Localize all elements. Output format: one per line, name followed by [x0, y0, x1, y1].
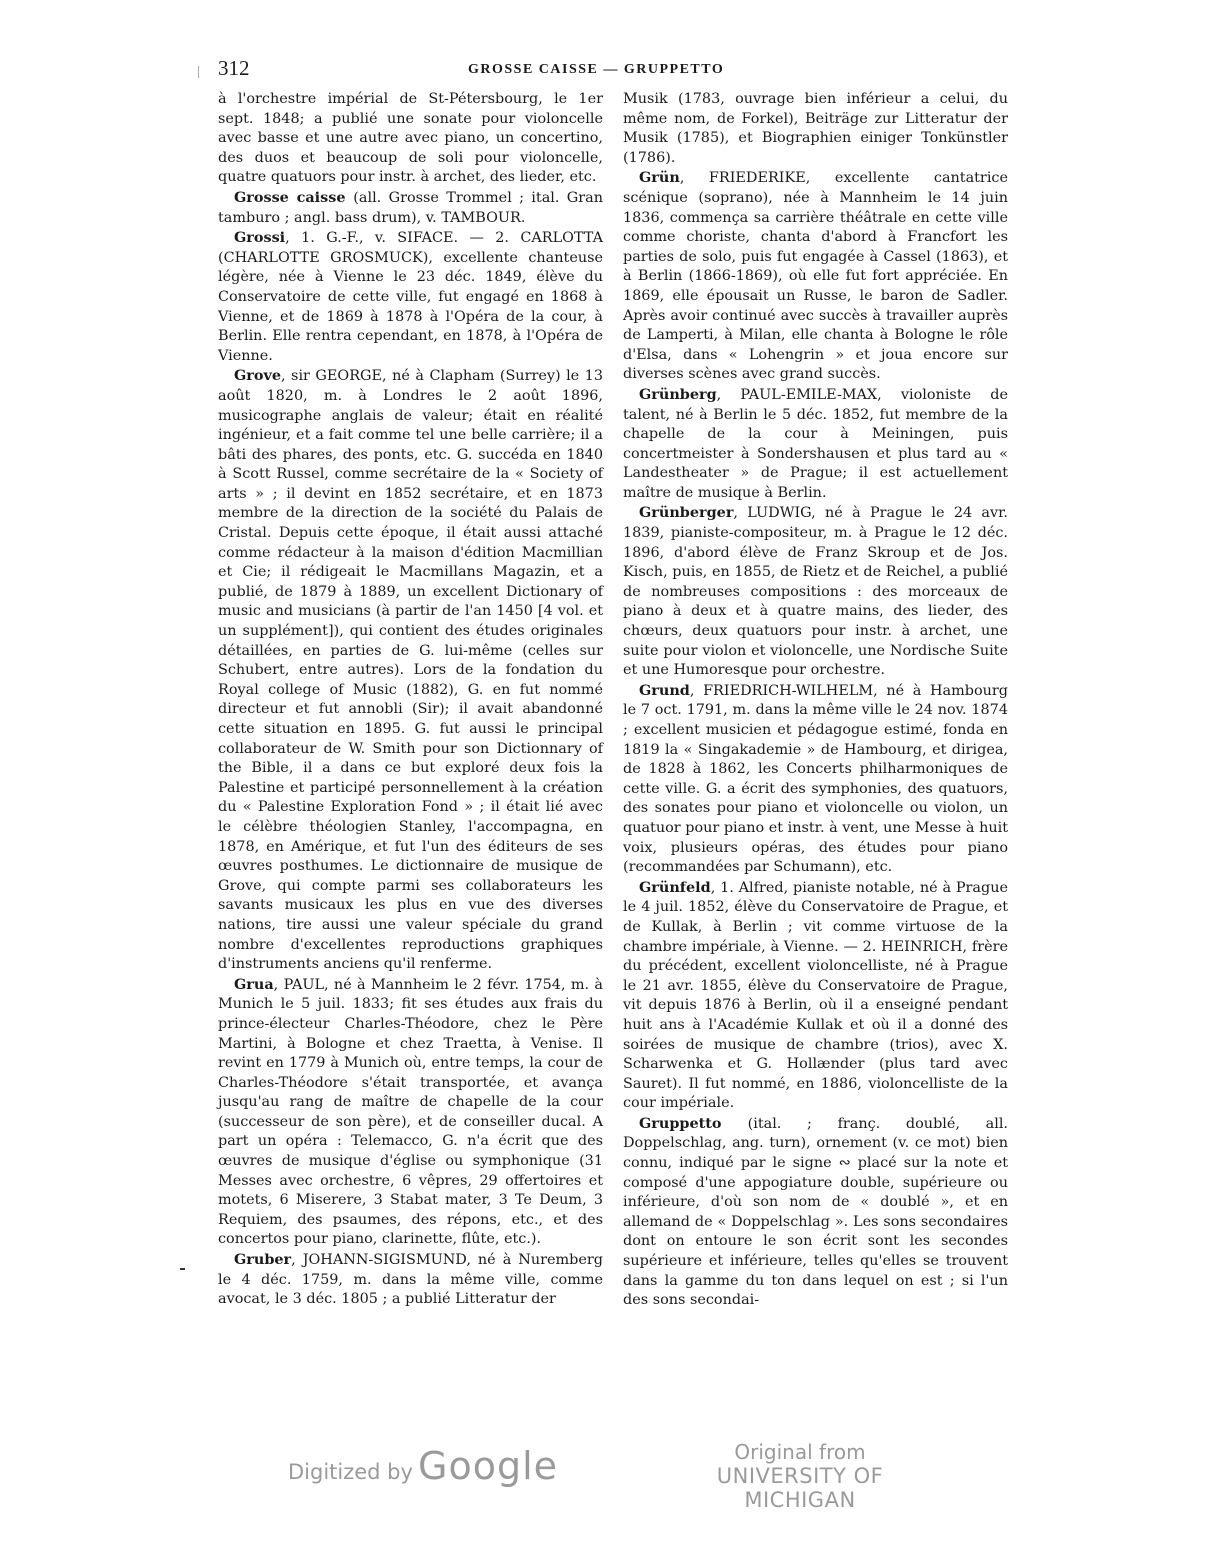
entry-grun: Grün, FRIEDERIKE, excellente cantatrice scénique (soprano), née à Mannheim le 14 juin 1836, commença sa carrière théâtrale en cette ville comme choriste, chanta d'abord à Francfort les parties de solo, puis fut engagée à Cassel (1863), et à Berlin (1866-1869), où elle fut fort appréciée. En 1869, elle épousait un Russe, le baron de Sadler. Après avoir continué avec succès à travailler auprès de Lamperti, à Milan, elle chanta à Bologne le rôle d'Elsa, dans « Lohengrin » et joua encore sur diverses scènes avec grand succès.	[623, 169, 1008, 383]
margin-mark	[198, 66, 199, 78]
entry-grunfeld: Grünfeld, 1. Alfred, pianiste notable, né à Prague le 4 juil. 1852, élève du Conservatoire de Prague, et de Kullak, à Berlin ; vit comme virtuose de la chambre impériale, à Vienne. — 2. HEINRICH, frère du précédent, excellent violoncelliste, né à Prague le 21 avr. 1855, élève du Conservatoire de Prague, vit depuis 1876 à Berlin, où il a enseigné pendant huit ans à l'Académie Kullak et où il a donné des soirées de musique de chambre (trios), avec X. Scharwenka et G. Hollænder (plus tard avec Sauret). Il fut nommé, en 1886, violoncelliste de la cour impériale.	[623, 878, 1008, 1112]
headword: Grosse caisse	[234, 188, 354, 206]
margin-dot	[180, 1268, 185, 1270]
headword: Grove	[234, 367, 281, 385]
digitized-by	[288, 1444, 558, 1488]
headword: Gruppetto	[639, 1114, 748, 1132]
entry-grund: Grund, FRIEDRICH-WILHELM, né à Hambourg le 7 oct. 1791, m. dans la même ville le 24 nov. 1874 ; excellent musicien et pédagogue estimé, fonda en 1819 la « Singakademie » de Hambourg, et dirigea, de 1828 à 1862, les Concerts philharmoniques de cette ville. G. a écrit des symphonies, des quatuors, des sonates pour piano et violoncelle ou violon, un quatuor pour piano et instr. à vent, une Messe à huit voix, plusieurs opéras, des études pour piano (recommandées par Schumann), etc.	[623, 681, 1008, 876]
headword: Gruber	[234, 1251, 292, 1269]
headword: Grua	[234, 975, 274, 993]
entry-grunberg: Grünberg, PAUL-EMILE-MAX, violoniste de talent, né à Berlin le 5 déc. 1852, fut membre de la chapelle de la cour à Meiningen, puis concertmeister à Sondershausen et plus tard au « Landestheater » de Prague; il est actuellement maître de musique à Berlin.	[623, 385, 1008, 501]
entry-continuation: à l'orchestre impérial de St-Pétersbourg, le 1er sept. 1848; a publié une sonate pour violoncelle avec basse et une autre avec piano, un concertino, des duos et beaucoup de soli pour violoncelle, quatre quatuors pour instr. à archet, des lieder, etc.	[218, 91, 603, 186]
left-column	[218, 90, 603, 1310]
headword: Grünfeld	[639, 878, 711, 896]
entry-grua: Grua, PAUL, né à Mannheim le 2 févr. 1754, m. à Munich le 5 juil. 1833; fit ses études aux frais du prince-électeur Charles-Théodore, chez le Père Martini, à Bologne et chez Traetta, à Venise. Il revint en 1779 à Munich où, entre temps, la cour de Charles-Théodore s'était transportée, et avança jusqu'au rang de maître de chapelle de la cour (successeur de son père), et de conseiller ducal. A part un opéra : Telemacco, G. n'a écrit que des œuvres de musique d'église ou symphonique (31 Messes avec orchestre, 6 vêpres, 29 offertoires et motets, 6 Miserere, 3 Stabat mater, 3 Te Deum, 3 Requiem, des psaumes, des répons, etc., et des concertos pour piano, clarinette, flûte, etc.).	[218, 975, 603, 1248]
original-line1: Original from	[734, 1440, 866, 1464]
entry-grove: Grove, sir GEORGE, né à Clapham (Surrey) le 13 août 1820, m. à Londres le 2 août 1896, musicographe anglais de valeur; était en réalité ingénieur, et a fait comme tel une belle carrière; il a bâti des phares, des ponts, etc. G. succéda en 1840 à Scott Russel, comme secrétaire de la « Society of arts » ; il devint en 1852 secrétaire, et en 1873 membre de la direction de la société du Palais de Cristal. Depuis cette époque, il était aussi attaché comme rédacteur à la maison d'édition Macmillian et Cie; il rédigeait le Macmillans Magazin, et a publié, de 1879 à 1889, un excellent Dictionary of music and musicians (à partir de l'an 1450 [4 vol. et un supplément]), qui contient des études originales détaillées, en parties de G. lui-même (celles sur Schubert, entre autres). Lors de la fondation du Royal college of Music (1882), G. en fut nommé directeur et fut annobli (Sir); il avait abandonné cette situation en 1895. G. fut aussi le principal collaborateur de W. Smith pour son Dictionnary of the Bible, il a dans ce but exploré deux fois la Palestine et participé personnellement à la création du « Palestine Exploration Fond » ; il était lié avec le célèbre théologien Stanley, l'accompagna, en 1878, en Amérique, et fut l'un des éditeurs de ses œuvres posthumes. Le dictionnaire de musique de Grove, qui compte parmi ses collaborateurs les savants musicaux les plus en vue des diverses nations, tire aussi une valeur spéciale du grand nombre d'excellentes reproductions graphiques d'instruments anciens qu'il renferme.	[218, 367, 603, 973]
entry-gruppetto: Gruppetto (ital. ; franç. doublé, all. Doppelschlag, ang. turn), ornement (v. ce mot) bien connu, indiqué par le signe ∾ placé sur la note et composé d'une appogiature double, supérieure ou inférieure, d'où son nom de « doublé », et en allemand de « Doppelschlag ». Les sons secondaires dont on entoure le son écrit sont les secondes supérieure et inférieure, telles qu'elles se trouvent dans la gamme du ton dans lequel on est ; si l'un des sons secondai-	[623, 1114, 1008, 1309]
google-wordmark: Google	[418, 1444, 559, 1488]
entry-gruber: Gruber, JOHANN-SIGISMUND, né à Nuremberg le 4 déc. 1759, m. dans la même ville, comme avocat, le 3 déc. 1805 ; a publié Litteratur der	[218, 1251, 603, 1308]
original-line2: UNIVERSITY OF MICHIGAN	[716, 1464, 884, 1512]
headword: Grossi	[234, 229, 286, 247]
headword: Grünberger	[639, 504, 734, 522]
page-header	[218, 56, 1026, 86]
original-from	[670, 1440, 930, 1512]
entry-grunberger: Grünberger, LUDWIG, né à Prague le 24 avr. 1839, pianiste-compositeur, m. à Prague le 12 déc. 1896, d'abord élève de Franz Skroup et de Jos. Kisch, puis, en 1855, de Rietz et de Reichel, a publié de nombreuses compositions : des morceaux de piano à deux et à quatre mains, des lieder, des chœurs, deux quatuors pour instr. à archet, une suite pour violon et violoncelle, une Nordische Suite et une Humoresque pour orchestre.	[623, 504, 1008, 679]
digitized-prefix: Digitized by	[288, 1460, 413, 1484]
entry-grossi: Grossi, 1. G.-F., v. SIFACE. — 2. CARLOTTA (CHARLOTTE GROSMUCK), excellente chanteuse légère, née à Vienne le 23 déc. 1849, élève du Conservatoire de cette ville, fut engagé en 1868 à Vienne, et de 1869 à 1878 à l'Opéra de la cour, à Berlin. Elle rentra cependant, en 1878, à l'Opéra de Vienne.	[218, 229, 603, 364]
digitization-footer	[280, 1438, 980, 1512]
running-head: GROSSE CAISSE — GRUPPETTO	[468, 62, 725, 77]
entry-gruber-continuation: Musik (1783, ouvrage bien inférieur a celui, du même nom, de Forkel), Beiträge zur Litteratur der Musik (1785), et Biographien einiger Tonkünstler (1786).	[623, 91, 1008, 166]
page-number: 312	[218, 56, 250, 80]
headword: Grund	[639, 681, 690, 699]
right-column	[623, 90, 1008, 1311]
entry-grosse-caisse: Grosse caisse (all. Grosse Trommel ; ital. Gran tamburo ; angl. bass drum), v. TAMBOUR.	[218, 188, 603, 226]
headword: Grünberg	[639, 385, 717, 403]
headword: Grün	[639, 169, 680, 187]
